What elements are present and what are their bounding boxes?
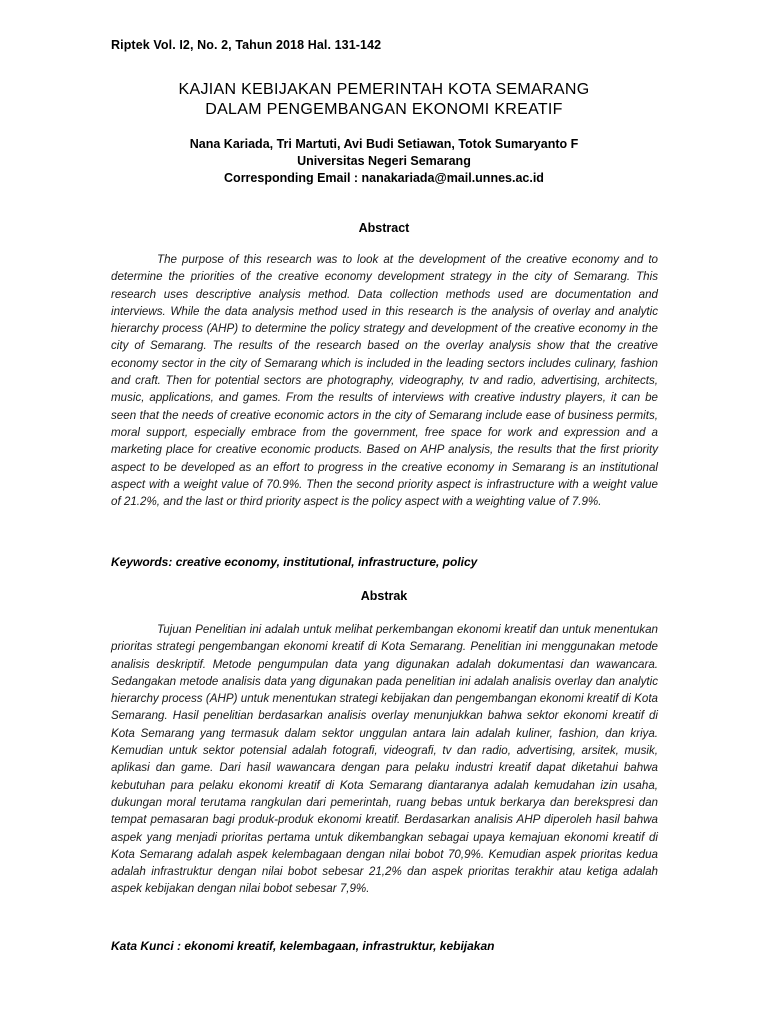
affiliation: Universitas Negeri Semarang xyxy=(297,154,471,168)
abstrak-body: Tujuan Penelitian ini adalah untuk melihat perkembangan ekonomi kreatif dan untuk menentukan prioritas strategi pengembangan ekonomi kreatif di Kota Semarang. Penelitian ini menggunakan metode analisis deskriptif. Metode pengumpulan data yang digunakan adalah dokumentasi dan wawancara. Sedangakan metode analisis data yang digunakan pada penelitian ini adalah analisis overlay dan analytic hierarchy process (AHP) untuk menentukan strategi kebijakan dan pengembangan ekonomi kreatif di Kota Semarang. Hasil penelitian berdasarkan analisis overlay menunjukkan bahwa sektor ekonomi kreatif di Kota Semarang yang termasuk dalam sektor unggulan antara lain adalah kuliner, fashion, dan kriya. Kemudian untuk sektor potensial adalah fotografi, videografi, tv dan radio, advertising, arsitek, musik, aplikasi dan game. Dari hasil wawancara dengan para pelaku industri kreatif dapat diketahui bahwa kebutuhan para pelaku ekonomi kreatif di Kota Semarang diantaranya adalah kemudahan izin usaha, dukungan moral terutama rangkulan dari pemerintah, ruang bebas untuk berkarya dan berekspresi dan tempat pemasaran bagi produk-produk ekonomi kreatif. Berdasarkan analisis AHP diperoleh hasil bahwa aspek yang menjadi prioritas pertama untuk dikembangkan sebagai upaya kemajuan ekonomi kreatif di Kota Semarang adalah aspek kelembagaan dengan nilai bobot 70,9%. Kemudian aspek prioritas kedua adalah infrastruktur dengan nilai bobot sebesar 21,2% dan aspek prioritas terakhir atau ketiga adalah aspek kebijakan dengan nilai bobot sebesar 7,9%. xyxy=(111,623,658,896)
journal-header: Riptek Vol. I2, No. 2, Tahun 2018 Hal. 131-142 xyxy=(111,38,382,52)
paper-title-line-2: DALAM PENGEMBANGAN EKONOMI KREATIF xyxy=(205,101,563,118)
author-block xyxy=(100,136,668,187)
corresponding-email: Corresponding Email : nanakariada@mail.unnes.ac.id xyxy=(224,171,544,185)
keywords-label: Keywords: xyxy=(111,555,173,569)
kata-kunci-values: ekonomi kreatif, kelembagaan, infrastruktur, kebijakan xyxy=(184,939,495,953)
abstract-body: The purpose of this research was to look at the development of the creative economy and to determine the priorities of the creative economy development strategy in the city of Semarang. This research uses descriptive analysis method. Data collection methods used are documentation and interviews. While the data analysis method used in this research is the analysis of overlay and analytic hierarchy process (AHP) to determine the policy strategy and development of the creative economy in the city of Semarang. The results of the research based on the overlay analysis show that the creative economy sector in the city of Semarang which is included in the leading sectors includes culinary, fashion and craft. Then for potential sectors are photography, videography, tv and radio, advertising, architects, music, applications, and games. From the results of interviews with creative industry players, it can be seen that the needs of creative economic actors in the city of Semarang include ease of business permits, moral support, especially embrace from the government, free space for work and expression and a marketing place for creative economic products. Based on AHP analysis, the results that the first priority aspect to be developed as an effort to progress in the creative economy in Semarang is an institutional aspect with a weight value of 70.9%. Then the second priority aspect is infrastructure with a weight value of 21.2%, and the last or third priority aspect is the policy aspect with a weighting value of 7.9%. xyxy=(111,253,658,509)
paper-title xyxy=(100,80,668,120)
keywords-values: creative economy, institutional, infrastructure, policy xyxy=(175,555,478,569)
authors: Nana Kariada, Tri Martuti, Avi Budi Setiawan, Totok Sumaryanto F xyxy=(189,137,579,151)
abstrak-heading: Abstrak xyxy=(360,589,408,603)
kata-kunci-label: Kata Kunci : xyxy=(111,939,182,953)
paper-title-line-1: KAJIAN KEBIJAKAN PEMERINTAH KOTA SEMARANG xyxy=(178,81,590,98)
abstrak-keywords xyxy=(111,939,671,953)
abstract-keywords xyxy=(111,555,671,569)
abstract-heading: Abstract xyxy=(358,221,410,235)
